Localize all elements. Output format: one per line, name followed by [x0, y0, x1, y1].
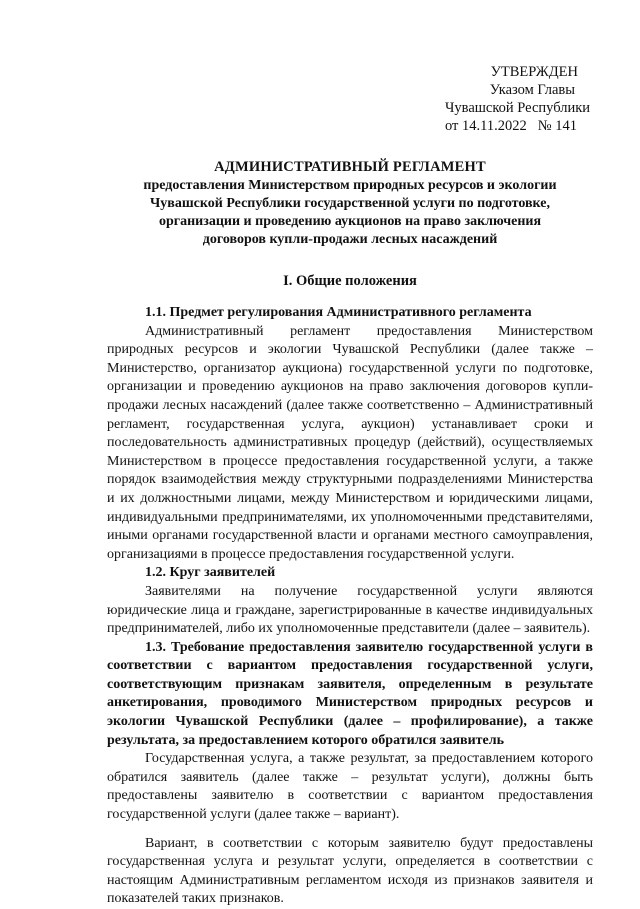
approval-region: Чувашской Республики	[445, 100, 591, 116]
subsection-1-3-text-2: Вариант, в соответствии с которым заявителю будут предоставлены государственная услуга и результат услуги, определяется в соответствии с настоящим Административным регламентом исходя из признаков заявителя и показателей таких признаков.	[107, 835, 593, 907]
subsection-1-3-text-1: Государственная услуга, а также результат, за предоставлением которого обратился заявитель (далее также – результат услуги), должны быть предоставлены заявителю в соответствии с вариантом предоставления государственной услуги (далее также – вариант).	[107, 751, 593, 823]
subtitle-line-2: Чувашской Республики государственной услуги по подготовке,	[150, 196, 550, 211]
subsection-1-2-text: Заявителями на получение государственной услуги являются юридические лица и граждане, зарегистрированные в качестве индивидуальных предпринимателей, либо их уполномоченные представители (далее – заявитель).	[107, 583, 593, 637]
document-body	[107, 304, 593, 909]
section-heading: I. Общие положения	[283, 273, 417, 289]
subsection-1-2-heading: 1.2. Круг заявителей	[145, 565, 276, 581]
subsection-1-3-heading: 1.3. Требование предоставления заявителю государственной услуги в соответствии с вариантом предоставления государственной услуги, соответствующим признакам заявителя, определенным в результате анкетирования, проводимого Министерством природных ресурсов и экологии Чувашской Республики (далее – профилирование), а также результата, за предоставлением которого обратился заявитель	[107, 639, 593, 748]
subtitle-line-3: организации и проведению аукционов на право заключения	[158, 214, 542, 229]
subtitle-line-4: договоров купли-продажи лесных насаждений	[202, 232, 498, 247]
approval-stamp	[445, 63, 605, 135]
approval-label: УТВЕРЖДЕН	[490, 64, 578, 80]
subsection-1-1-text: Административный регламент предоставления Министерством природных ресурсов и экологии Чувашской Республики (далее также – Министерство, организатор аукциона) государственной услуги по подготовке, организации и проведению аукционов на право заключения договоров купли-продажи лесных насаждений (далее также соответственно – Административный регламент, государственная услуга, аукцион) устанавливает сроки и последовательность административных процедур (действий), осуществляемых Министерством в процессе предоставления государственной услуги, а также порядок взаимодействия между структурными подразделениями Министерства и их должностными лицами, между Министерством и юридическими лицами, индивидуальными предпринимателями, их уполномоченными представителями, иными органами государственной власти и органами местного самоуправления, организациями в процессе предоставления государственной услуги.	[107, 323, 593, 562]
subtitle-line-1: предоставления Министерством природных ресурсов и экологии	[143, 178, 557, 193]
approval-date-number	[445, 117, 605, 135]
document-title: АДМИНИСТРАТИВНЫЙ РЕГЛАМЕНТ	[214, 159, 486, 175]
subsection-1-1-heading: 1.1. Предмет регулирования Административного регламента	[145, 305, 532, 320]
document-subtitle	[98, 177, 602, 249]
document-title-block	[98, 158, 602, 249]
approval-date: от 14.11.2022	[445, 118, 527, 134]
approval-authority: Указом Главы	[489, 82, 575, 98]
approval-number: № 141	[537, 118, 577, 134]
